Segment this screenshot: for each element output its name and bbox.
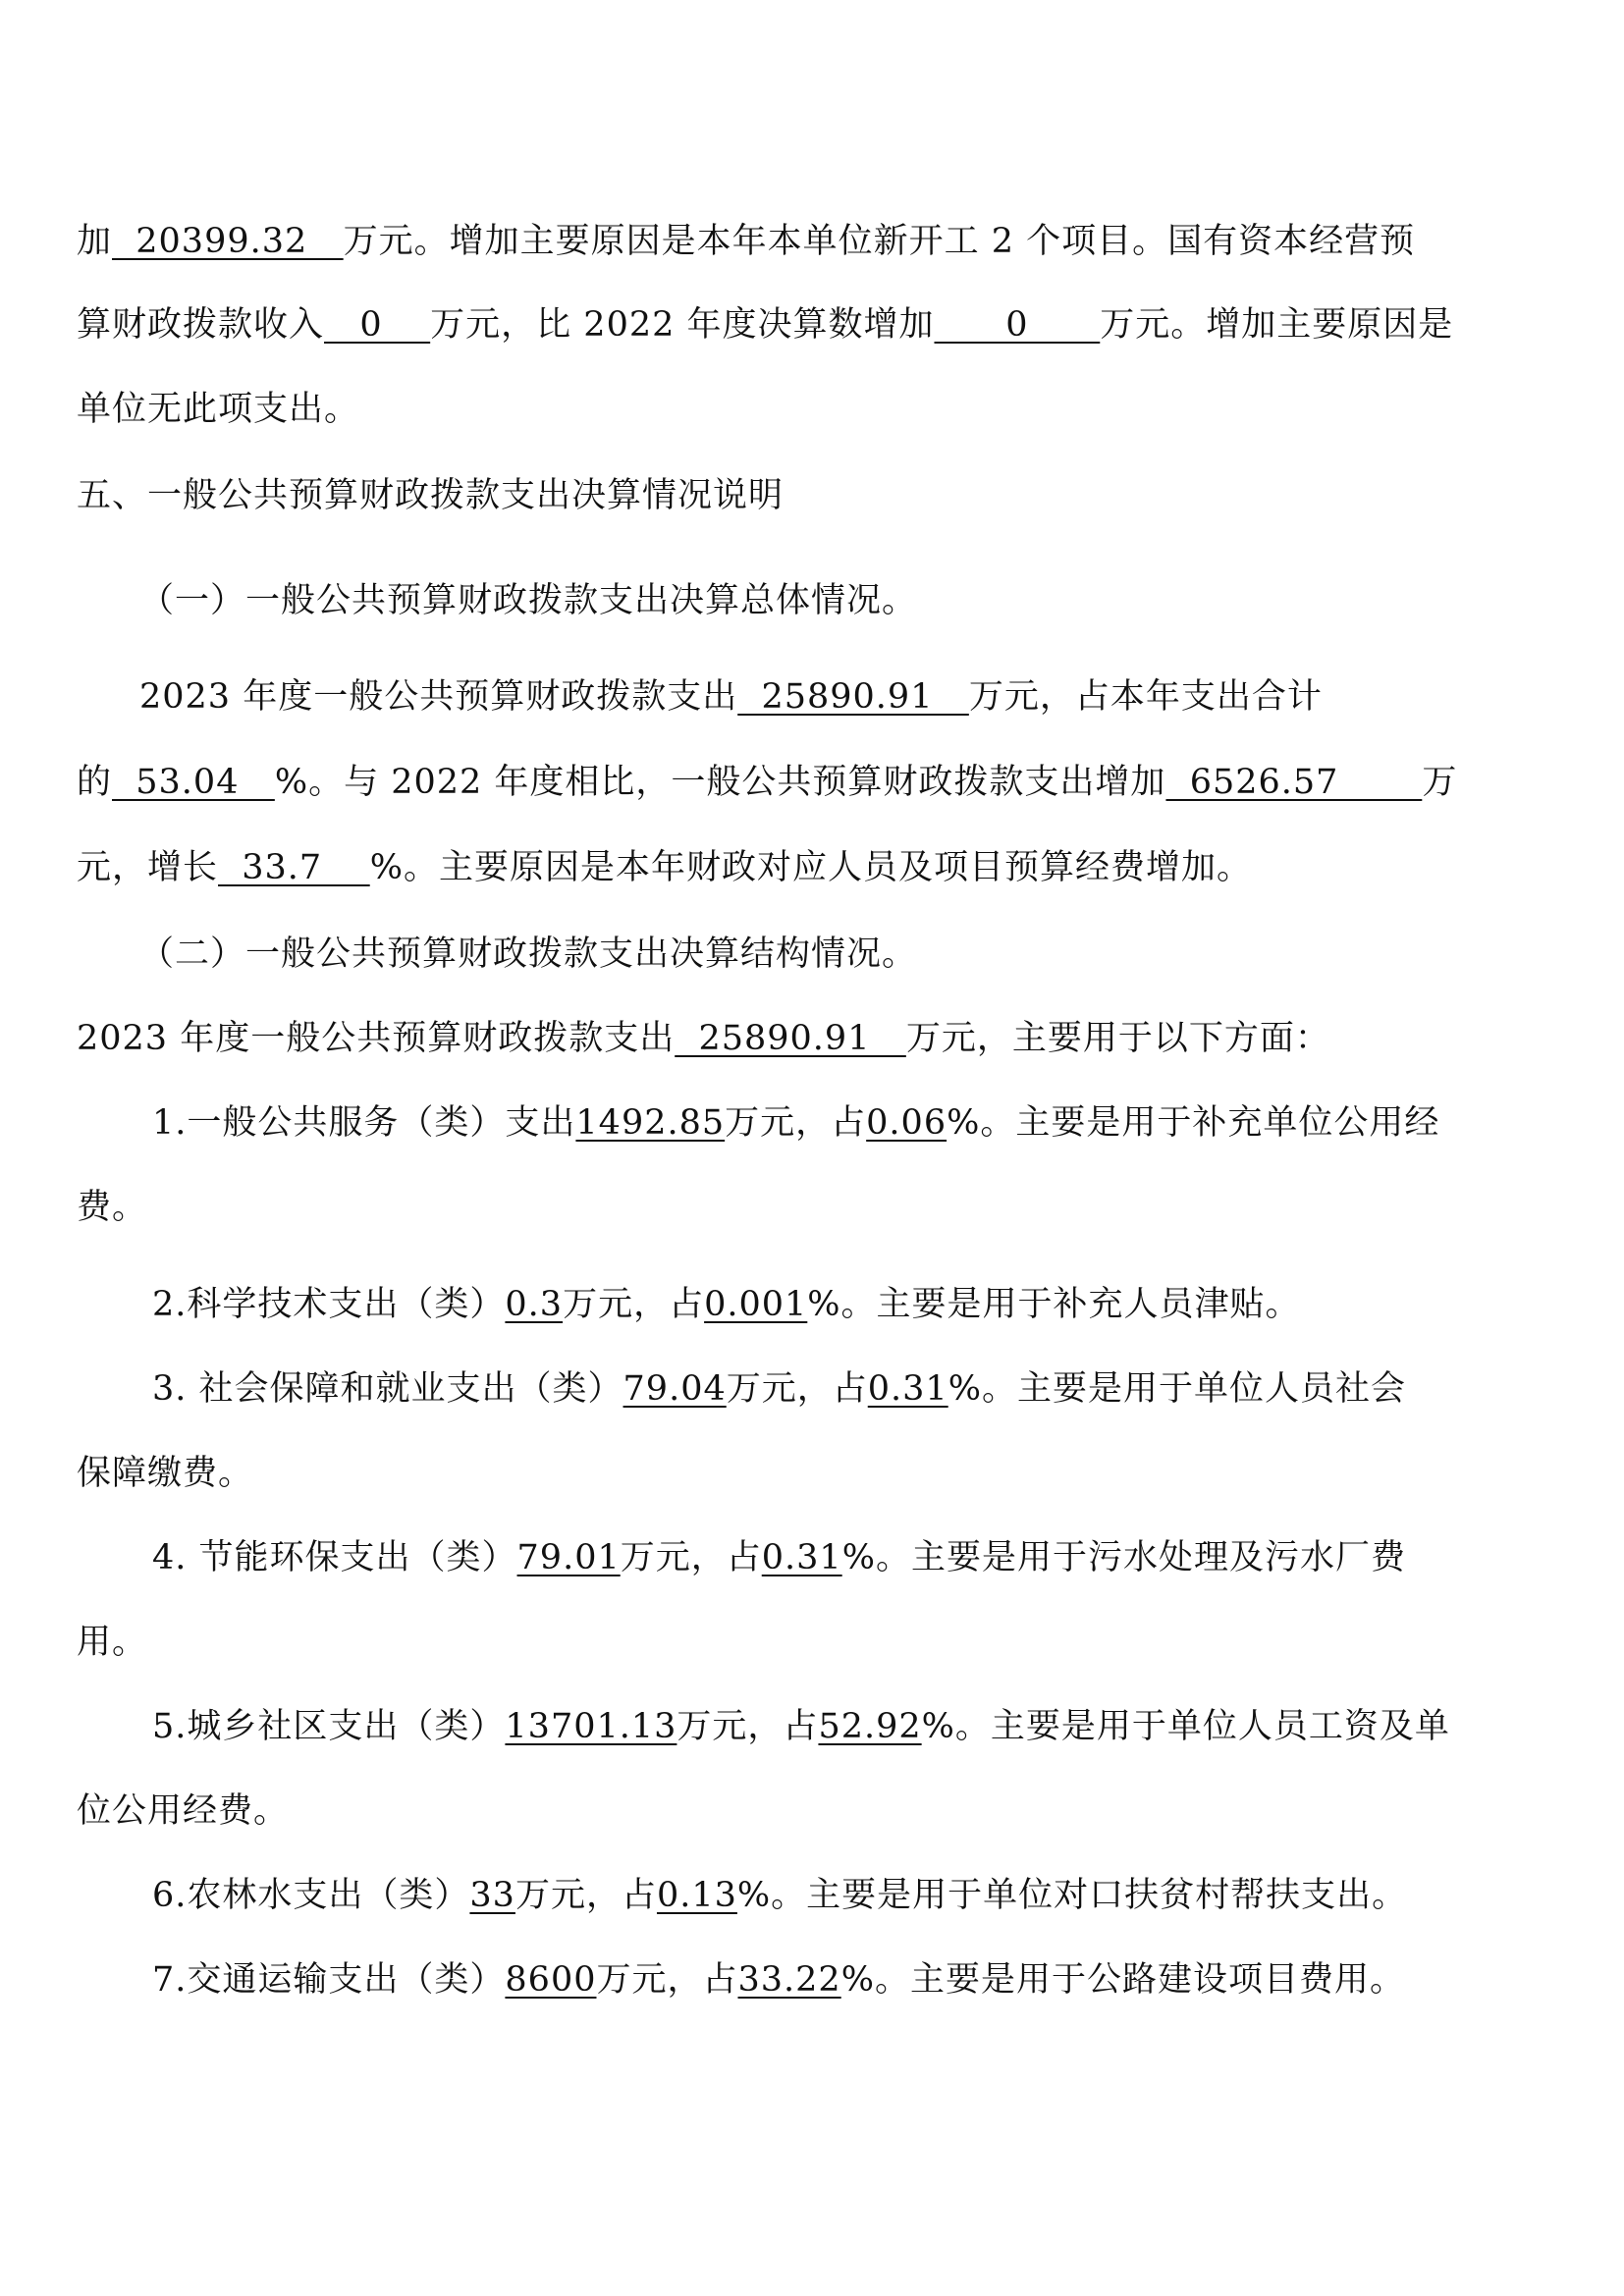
list-item: 6.农林水支出（类）33万元，占0.13%。主要是用于单位对口扶贫村帮扶支出。 [152,1876,1408,1915]
percent-value: 33.22 [737,1960,841,2000]
list-item: 3. 社会保障和就业支出（类）79.04万元，占0.31%。主要是用于单位人员社会 [152,1369,1406,1409]
percent-value: 0.31 [761,1538,842,1577]
list-item: 1.一般公共服务（类）支出1492.85万元，占0.06%。主要是用于补充单位公用经 [152,1103,1440,1143]
amount-value: 79.04 [623,1369,727,1409]
amount-value: 0.3 [505,1285,564,1324]
list-item-continuation: 用。 [77,1623,148,1662]
percent-value: 0.06 [866,1103,947,1143]
text-line: 算财政拨款收入 0 万元，比 2022 年度决算数增加 0 万元。增加主要原因是 [77,305,1454,345]
text-line: 2023 年度一般公共预算财政拨款支出 25890.91 万元，占本年支出合计 [139,677,1323,717]
list-item: 7.交通运输支出（类）8600万元，占33.22%。主要是用于公路建设项目费用。 [152,1960,1405,2000]
text-line: 元，增长 33.7 %。主要原因是本年财政对应人员及项目预算经费增加。 [77,848,1252,887]
text-line: 2023 年度一般公共预算财政拨款支出 25890.91 万元，主要用于以下方面： [77,1019,1330,1058]
list-item-continuation: 位公用经费。 [77,1791,290,1831]
list-item: 4. 节能环保支出（类）79.01万元，占0.31%。主要是用于污水处理及污水厂费 [152,1538,1406,1577]
filled-value: 0 [324,305,431,345]
text-line: 单位无此项支出。 [77,390,360,429]
subsection-heading: （二）一般公共预算财政拨款支出决算结构情况。 [139,934,918,974]
amount-value: 79.01 [516,1538,621,1577]
amount-value: 33 [469,1876,515,1915]
list-item-continuation: 费。 [77,1188,148,1227]
percent-value: 0.001 [704,1285,808,1324]
filled-value: 33.7 [218,848,370,887]
list-item-continuation: 保障缴费。 [77,1454,254,1493]
percent-value: 0.31 [867,1369,948,1409]
filled-value: 6526.57 [1165,763,1423,802]
filled-value: 53.04 [112,763,275,802]
percent-value: 52.92 [818,1707,922,1746]
text-line: 加 20399.32 万元。增加主要原因是本年本单位新开工 2 个项目。国有资本经营预 [77,222,1416,261]
subsection-heading: （一）一般公共预算财政拨款支出决算总体情况。 [139,581,918,620]
filled-value: 20399.32 [112,222,344,261]
percent-value: 0.13 [656,1876,737,1915]
section-heading: 五、一般公共预算财政拨款支出决算情况说明 [77,476,785,515]
filled-value: 25890.91 [737,677,969,717]
list-item: 2.科学技术支出（类）0.3万元，占0.001%。主要是用于补充人员津贴。 [152,1285,1301,1324]
amount-value: 13701.13 [505,1707,677,1746]
filled-value: 0 [934,305,1101,345]
text-line: 的 53.04 %。与 2022 年度相比，一般公共预算财政拨款支出增加 6526.57 万 [77,763,1458,802]
filled-value: 25890.91 [675,1019,906,1058]
amount-value: 1492.85 [575,1103,726,1143]
list-item: 5.城乡社区支出（类）13701.13万元，占52.92%。主要是用于单位人员工资及单 [152,1707,1450,1746]
amount-value: 8600 [505,1960,597,2000]
